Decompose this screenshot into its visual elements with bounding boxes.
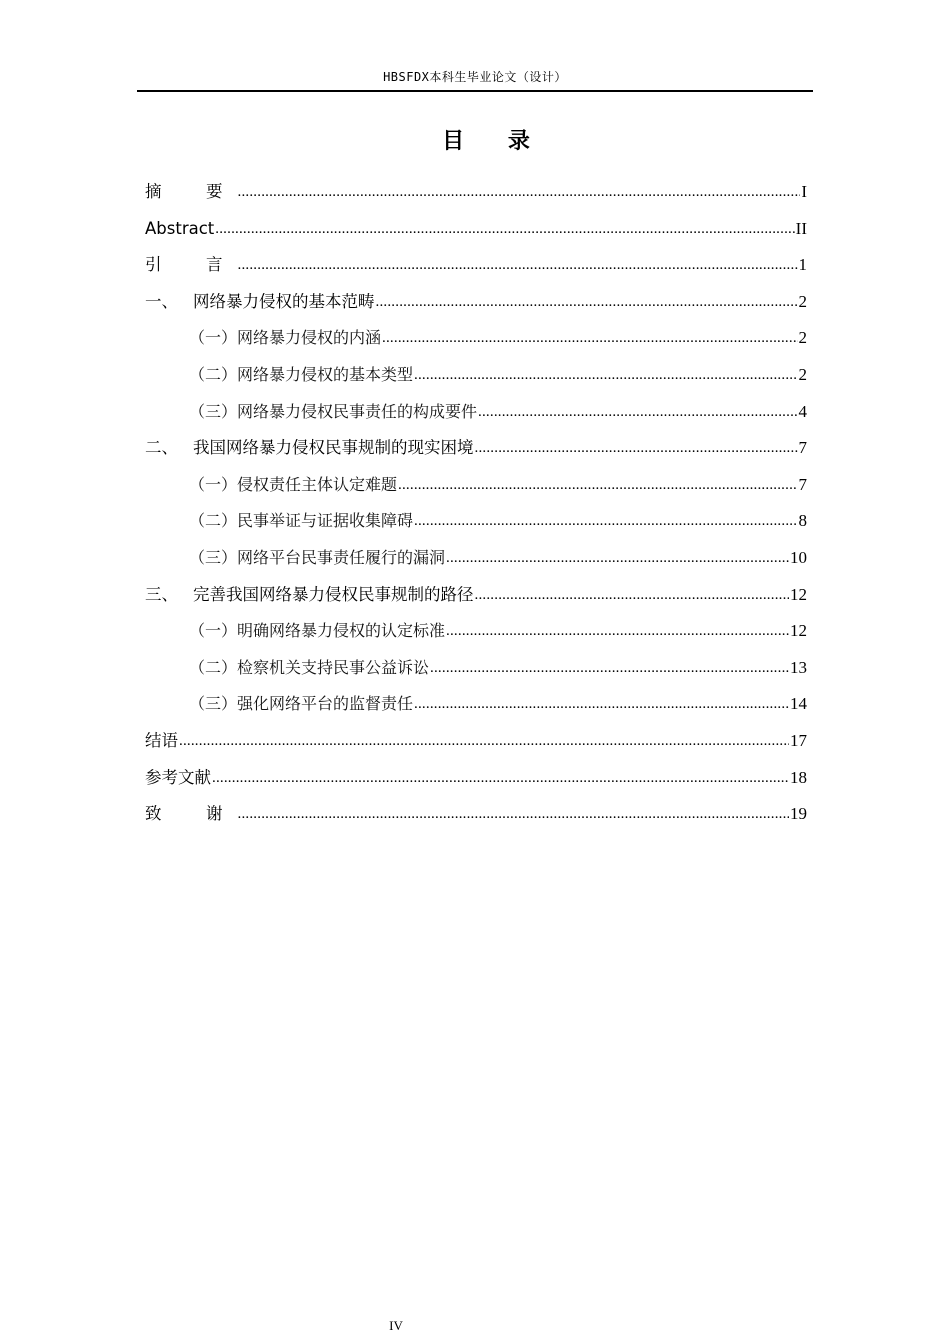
toc-dot-leader bbox=[446, 612, 789, 650]
toc-entry-text: 参考文献 bbox=[145, 767, 211, 787]
toc-entry[interactable] bbox=[145, 723, 807, 760]
toc-entry[interactable] bbox=[145, 211, 807, 248]
toc-entry-label bbox=[189, 320, 381, 357]
toc-dot-leader bbox=[238, 173, 801, 211]
toc-entry[interactable] bbox=[145, 540, 807, 577]
toc-entry-page: 18 bbox=[790, 767, 807, 787]
toc-entry-text: （三）强化网络平台的监督责任 bbox=[189, 694, 414, 714]
toc-entry[interactable] bbox=[145, 796, 807, 833]
toc-entry-text: （三）网络暴力侵权民事责任的构成要件 bbox=[189, 401, 478, 421]
page-header bbox=[137, 68, 813, 92]
toc-entry[interactable] bbox=[145, 357, 807, 394]
toc-entry-text: 摘 要 bbox=[145, 182, 237, 201]
toc-entry-label bbox=[145, 796, 237, 833]
toc-dot-leader bbox=[398, 466, 797, 504]
toc-entry[interactable] bbox=[145, 174, 807, 211]
toc-entry-text: 引 言 bbox=[145, 255, 237, 275]
toc-entry-page: 2 bbox=[798, 364, 807, 384]
toc-dot-leader bbox=[414, 685, 789, 723]
toc-entry-page: 7 bbox=[798, 474, 807, 494]
toc-entry-label bbox=[189, 613, 445, 650]
toc-dot-leader bbox=[376, 283, 798, 321]
toc-entry[interactable] bbox=[145, 686, 807, 723]
toc-dot-leader bbox=[446, 539, 789, 577]
toc-dot-leader bbox=[179, 722, 789, 760]
toc-dot-leader bbox=[212, 759, 789, 797]
toc-entry[interactable] bbox=[145, 394, 807, 431]
toc-entry-text: Abstract bbox=[145, 218, 215, 238]
toc-entry-label bbox=[189, 540, 445, 577]
toc-entry[interactable] bbox=[145, 577, 807, 614]
toc-entry-page: 12 bbox=[790, 584, 807, 604]
toc-entry-label bbox=[145, 430, 474, 467]
toc-entry[interactable] bbox=[145, 760, 807, 797]
toc-entry-page: 2 bbox=[798, 328, 807, 348]
toc-entry-text: 网络暴力侵权的基本范畴 bbox=[193, 291, 375, 311]
toc-entry-page: 10 bbox=[790, 547, 807, 567]
toc-entry-page: 17 bbox=[790, 730, 807, 750]
toc-entry-page: 12 bbox=[790, 621, 807, 641]
toc-entry-text: （二）民事举证与证据收集障碍 bbox=[189, 511, 414, 531]
toc-dot-leader bbox=[475, 576, 790, 614]
toc-entry-page: 2 bbox=[798, 291, 807, 311]
toc-entry-text: （一）侵权责任主体认定难题 bbox=[189, 474, 398, 494]
toc-entry-label bbox=[189, 357, 413, 394]
toc-entry[interactable] bbox=[145, 430, 807, 467]
toc-entry-text: （一）明确网络暴力侵权的认定标准 bbox=[189, 621, 446, 641]
toc-entry-page: 1 bbox=[798, 255, 807, 275]
toc-entry-page: I bbox=[801, 182, 807, 201]
toc-entry-label bbox=[189, 503, 413, 540]
toc-entry-page: 8 bbox=[798, 511, 807, 531]
toc-entry-page: 4 bbox=[798, 401, 807, 421]
toc-entry[interactable] bbox=[145, 503, 807, 540]
toc-entry-label bbox=[145, 211, 214, 248]
header-text: HBSFDX本科生毕业论文（设计） bbox=[383, 70, 567, 84]
toc-entry[interactable] bbox=[145, 613, 807, 650]
toc-dot-leader bbox=[215, 210, 794, 248]
toc-dot-leader bbox=[475, 429, 798, 467]
toc-entry-label bbox=[145, 284, 375, 321]
toc-dot-leader bbox=[414, 356, 797, 394]
toc-entry-text: （一）网络暴力侵权的内涵 bbox=[189, 328, 382, 348]
page-title: 目 录 bbox=[442, 129, 548, 154]
toc-entry-label bbox=[189, 394, 477, 431]
toc-entry-text: （三）网络平台民事责任履行的漏洞 bbox=[189, 547, 446, 567]
toc-entry-label bbox=[145, 577, 474, 614]
toc-entry[interactable] bbox=[145, 467, 807, 504]
toc-entry-page: 19 bbox=[790, 804, 807, 824]
toc-entry-text: 致 谢 bbox=[145, 804, 237, 824]
toc-entry-label bbox=[189, 686, 413, 723]
toc-entry-text: （二）检察机关支持民事公益诉讼 bbox=[189, 657, 430, 677]
toc-dot-leader bbox=[478, 393, 797, 431]
toc-dot-leader bbox=[382, 319, 797, 357]
table-of-contents bbox=[145, 174, 807, 833]
toc-entry-page: 13 bbox=[790, 657, 807, 677]
toc-entry-text: （二）网络暴力侵权的基本类型 bbox=[189, 364, 414, 384]
toc-entry[interactable] bbox=[145, 247, 807, 284]
toc-entry-label bbox=[145, 174, 237, 211]
toc-entry-text: 结语 bbox=[145, 730, 178, 750]
toc-dot-leader bbox=[430, 649, 789, 687]
toc-entry-label bbox=[145, 760, 211, 797]
toc-dot-leader bbox=[238, 795, 790, 833]
toc-entry-number: 三、 bbox=[145, 584, 178, 604]
toc-dot-leader bbox=[238, 246, 798, 284]
toc-entry-page: 14 bbox=[790, 694, 807, 714]
toc-entry-text: 我国网络暴力侵权民事规制的现实困境 bbox=[193, 438, 474, 458]
toc-entry-page: II bbox=[795, 218, 807, 238]
toc-entry[interactable] bbox=[145, 320, 807, 357]
toc-entry-page: 7 bbox=[798, 438, 807, 458]
toc-entry-text: 完善我国网络暴力侵权民事规制的路径 bbox=[193, 584, 474, 604]
toc-entry[interactable] bbox=[145, 650, 807, 687]
toc-dot-leader bbox=[414, 502, 797, 540]
toc-entry-number: 一、 bbox=[145, 291, 178, 311]
toc-entry-label bbox=[189, 467, 397, 504]
toc-entry-label bbox=[145, 723, 178, 760]
toc-entry-number: 二、 bbox=[145, 438, 178, 458]
page-number: IV bbox=[389, 1318, 403, 1333]
toc-entry[interactable] bbox=[145, 284, 807, 321]
toc-entry-label bbox=[189, 650, 429, 687]
toc-entry-label bbox=[145, 247, 237, 284]
